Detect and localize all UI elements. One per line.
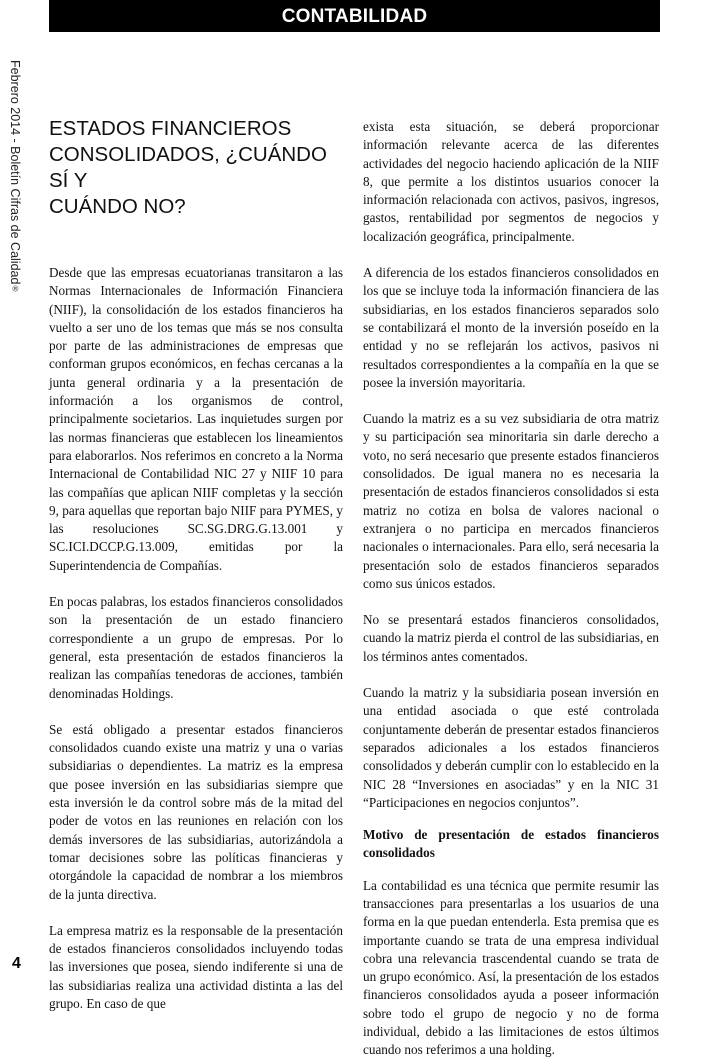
running-sidebar-text: Febrero 2014 - Boletín Cifras de Calidad bbox=[8, 60, 22, 285]
article-title-line: CUÁNDO NO? bbox=[49, 195, 186, 218]
article-title bbox=[49, 116, 349, 220]
paragraph-matrix-responsibility: La empresa matriz es la responsable de la presentación de estados financieros consolidados incluyendo todas las inversiones que posea, siendo indiferente si una de las subsidiarias realiza una actividad distinta a las del grupo. En caso de que bbox=[49, 922, 343, 1011]
section-header-bar bbox=[49, 0, 660, 32]
page-number: 4 bbox=[12, 955, 21, 972]
registered-mark: ® bbox=[11, 284, 20, 294]
paragraph-definition: En pocas palabras, los estados financieros consolidados son la presentación de un estado financiero correspondiente a un grupo de empresas. Por lo general, esta presentación de estados financieros la realizan las compañías tenedoras de acciones, también denominadas Holdings. bbox=[49, 594, 343, 701]
paragraph-obligation: Se está obligado a presentar estados financieros consolidados cuando existe una matriz y una o varias subsidiarias o dependientes. La matriz es la empresa que posee inversión en las subsidiarias siempre que esta inversión le da control sobre más de la mitad del poder de votos en las reuniones en relación con los demás inversores de las subsidiarias, autorizándola a tomar decisiones sobre las políticas financieras y otorgándole la capacidad de nombrar a los miembros de la junta directiva. bbox=[49, 721, 343, 902]
paragraph-intro: Desde que las empresas ecuatorianas transitaron a las Normas Internacionales de Información Financiera (NIIF), la consolidación de los estados financieros ha vuelto a ser uno de los temas que más se nos consulta por parte de las administraciones de empresas que conforman grupos económicos, en fechas cercanas a la junta general ordinaria y a la presentación de información a los organismos de control, principalmente societarios. Las inquietudes surgen por las normas financieras que establecen los lineamientos para elaborarlos. Nos referimos en concreto a la Norma Internacional de Contabilidad NIC 27 y NIIF 10 para las compañías que aplican NIIF completas y la sección 9, para aquellas que reportan bajo NIIF para PYMES, y las resoluciones SC.SG.DRG.G.13.001 y SC.ICI.DCCP.G.13.009, emitidas por la Superintendencia de Compañías. bbox=[49, 265, 343, 573]
paragraph-associates: Cuando la matriz y la subsidiaria posean inversión en una entidad asociada o que esté controlada conjuntamente deberán de presentar estados financieros separados adicionales a los estados financieros consolidados y deberán cumplir con lo establecido en la NIC 28 “Inversiones en asociadas” y en la NIC 31 “Participaciones en negocios conjuntos”. bbox=[363, 685, 659, 810]
paragraph-continuation: exista esta situación, se deberá proporcionar información relevante acerca de las diferentes actividades del negocio haciendo aplicación de la NIIF 8, que permite a los distintos usuarios conocer la información relacionada con activos, pasivos, ingresos, gastos, rentabilidad por segmentos de negocios y localización geográfica, principalmente. bbox=[363, 119, 659, 244]
article-title-line: ESTADOS FINANCIEROS bbox=[49, 117, 292, 140]
left-column bbox=[49, 264, 343, 1013]
article-title-line: CONSOLIDADOS, ¿CUÁNDO SÍ Y bbox=[49, 143, 327, 192]
paragraph-loss-of-control: No se presentará estados financieros consolidados, cuando la matriz pierda el control de las subsidiarias, en los términos antes comentados. bbox=[363, 612, 659, 664]
section-subheading: Motivo de presentación de estados financieros consolidados bbox=[363, 827, 659, 861]
section-title: CONTABILIDAD bbox=[281, 6, 428, 27]
right-column bbox=[363, 118, 659, 1060]
running-sidebar bbox=[8, 60, 22, 293]
paragraph-exemptions: Cuando la matriz es a su vez subsidiaria de otra matriz y su participación sea minoritaria sin darle derecho a voto, no será necesario que presente estados financieros consolidados. De igual manera no es necesaria la presentación de estados financieros consolidados si esta matriz no cotiza en bolsa de valores nacional o extranjera o no participa en mercados financieros nacionales o internacionales. Para ello, será necesaria la presentación solo de estados financieros separados como sus únicos estados. bbox=[363, 411, 659, 591]
paragraph-separate-statements: A diferencia de los estados financieros consolidados en los que se incluye toda la información financiera de las subsidiarias, en los estados financieros separados solo se contabilizará el monto de la inversión poseído en la entidad y no se reflejarán los activos, pasivos ni resultados correspondientes a la compañía en la que se posee la inversión mayoritaria. bbox=[363, 265, 659, 390]
paragraph-purpose: La contabilidad es una técnica que permite resumir las transacciones para presentarlas a los usuarios de una forma en la que puedan entenderla. Esta premisa que es importante cuando se trata de una empresa individual cobra una relevancia trascendental cuando se trata de un grupo económico. Así, la presentación de los estados financieros consolidados ayuda a poseer información sobre todo el grupo de negocio y no de forma individual, debido a las limitaciones de estos últimos cuando nos referimos a una holding. bbox=[363, 877, 659, 1058]
